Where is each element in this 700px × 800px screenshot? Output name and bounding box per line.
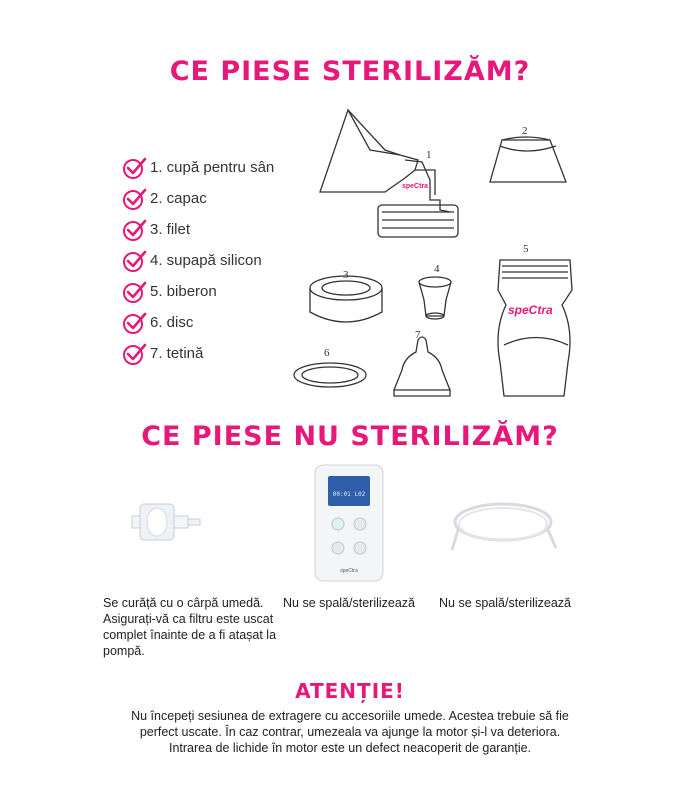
sterilize-checklist: [122, 152, 274, 369]
part-number: 6: [324, 347, 330, 359]
pump-label-text: speCtra: [402, 183, 429, 190]
check-circle-icon: [122, 155, 148, 181]
warning-line: Intrarea de lichide în motor este un defect neacoperit de garanție.: [168, 741, 532, 755]
check-circle-icon: [122, 310, 148, 336]
sterilize-title: CE PIESE STERILIZĂM?: [169, 56, 531, 87]
list-item-label: 4. supapă silicon: [150, 252, 262, 269]
part-number: 5: [523, 243, 529, 255]
pump-caption: Nu se spală/sterilizează: [283, 596, 416, 610]
warning-line: Nu începeți sesiunea de extragere cu accesoriile umede. Acestea trebuie să fie: [131, 709, 569, 723]
list-item: [122, 152, 274, 183]
pump-brand-text: speCtra: [340, 568, 358, 574]
list-item-label: 1. cupă pentru sân: [150, 159, 275, 176]
part-number: 4: [434, 263, 440, 275]
warning-line: perfect uscate. În caz contrar, umezeala va ajunge la motor și-l va deteriora.: [139, 725, 561, 739]
pump-motor-image: [314, 464, 384, 582]
backflow-filter-image: [130, 482, 210, 562]
teat-drawing: [394, 337, 450, 396]
list-item-label: 3. filet: [150, 221, 191, 238]
part-number: 1: [426, 149, 432, 161]
list-item: [122, 214, 274, 245]
tubing-caption: Nu se spală/sterilizează: [439, 596, 572, 610]
filter-caption: Se curăță cu o cârpă umedă. Asigurați-vă ca filtru este uscat complet înainte de a fi atașat la pompă.: [103, 596, 277, 658]
check-circle-icon: [122, 248, 148, 274]
no-sterilize-title: CE PIESE NU STERILIZĂM?: [141, 421, 559, 452]
check-circle-icon: [122, 186, 148, 212]
bottle-brand-text: speCtra: [508, 303, 553, 317]
part-number: 2: [522, 125, 528, 137]
list-item-label: 5. biberon: [150, 283, 217, 300]
disc-drawing: [294, 363, 366, 387]
pump-parts-illustration: [290, 100, 590, 420]
part-number: 3: [343, 269, 349, 281]
list-item: [122, 338, 274, 369]
list-item: [122, 245, 274, 276]
check-circle-icon: [122, 341, 148, 367]
list-item: [122, 307, 274, 338]
warning-text: [90, 708, 610, 756]
cap-drawing: [490, 137, 566, 182]
tubing-image: [448, 494, 558, 554]
check-circle-icon: [122, 217, 148, 243]
pump-display-text: 00:01 L02: [332, 491, 366, 498]
valve-drawing: [419, 277, 451, 319]
list-item: [122, 276, 274, 307]
bottle-drawing: [498, 260, 572, 396]
part-number: 7: [415, 329, 421, 341]
breast-shield-drawing: [320, 110, 458, 237]
list-item: [122, 183, 274, 214]
list-item-label: 7. tetină: [150, 345, 204, 362]
list-item-label: 2. capac: [150, 190, 207, 207]
list-item-label: 6. disc: [150, 314, 194, 331]
warning-title: ATENȚIE!: [295, 679, 405, 703]
collar-drawing: [310, 276, 382, 322]
check-circle-icon: [122, 279, 148, 305]
